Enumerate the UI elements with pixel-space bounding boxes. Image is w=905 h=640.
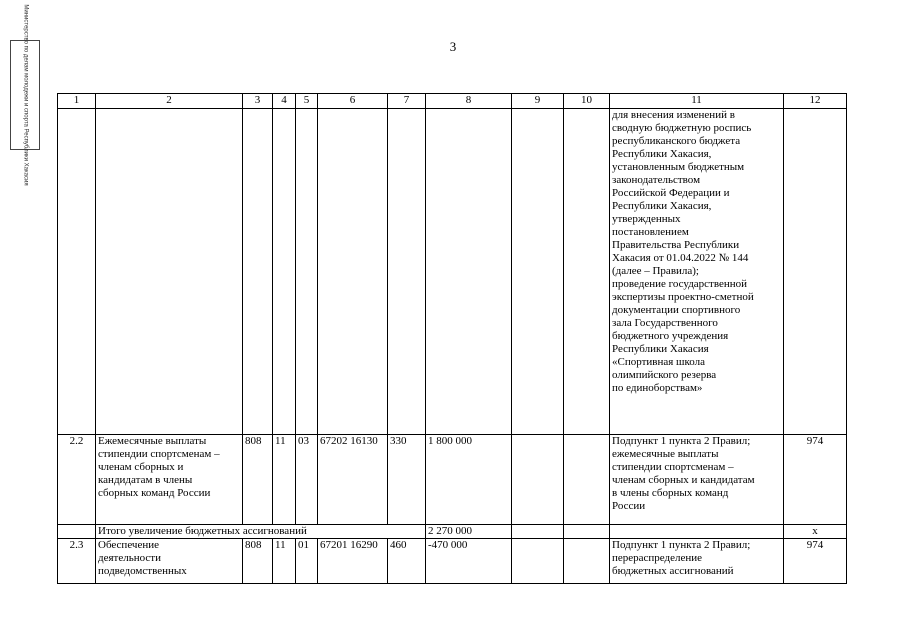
cell-line: Правительства Республики: [612, 239, 740, 251]
cell-line: Обеспечение: [98, 539, 159, 551]
cell-line: установленным бюджетным: [612, 161, 745, 173]
cell-line: деятельности: [98, 552, 161, 564]
justification-cell: [610, 109, 784, 435]
table-cell: [784, 109, 847, 435]
cell-line: для внесения изменений в: [612, 109, 735, 121]
header-cell: 11: [610, 94, 784, 109]
header-cell: 4: [273, 94, 296, 109]
cell-line: экспертизы проектно-сметной: [612, 291, 754, 303]
page-number: 3: [449, 39, 457, 54]
cell-line: (далее – Правила);: [612, 265, 699, 277]
expense-type-code: 460: [388, 539, 426, 584]
table-cell: [512, 435, 564, 525]
cell-line: «Спортивная школа: [612, 356, 706, 368]
table-cell: [58, 525, 96, 539]
header-cell: 3: [243, 94, 273, 109]
header-cell: 7: [388, 94, 426, 109]
table-cell: [58, 109, 96, 435]
total-code: x: [784, 525, 847, 539]
row-number: 2.2: [58, 435, 96, 525]
cell-line: Республики Хакасия,: [612, 148, 712, 160]
cell-line: Республики Хакасия: [612, 343, 709, 355]
subsection-code: 01: [296, 539, 318, 584]
cell-line: в члены сборных команд: [612, 487, 729, 499]
table-row-total: [58, 525, 847, 539]
cell-line: по единоборствам»: [612, 382, 703, 394]
total-label: Итого увеличение бюджетных ассигнований: [96, 525, 426, 539]
cell-line: подведомственных: [98, 565, 187, 577]
row-number: 2.3: [58, 539, 96, 584]
target-article-code: 67202 16130: [318, 435, 388, 525]
cell-line: олимпийского резерва: [612, 369, 717, 381]
subsection-code: 03: [296, 435, 318, 525]
table-cell: [273, 109, 296, 435]
cell-line: России: [612, 500, 646, 512]
cell-line: проведение государственной: [612, 278, 748, 290]
header-cell: 1: [58, 94, 96, 109]
header-cell: 6: [318, 94, 388, 109]
cell-line: законодательством: [612, 174, 701, 186]
cell-line: документации спортивного: [612, 304, 741, 316]
ministry-code: 808: [243, 435, 273, 525]
amount: 1 800 000: [426, 435, 512, 525]
section-code: 11: [273, 539, 296, 584]
table-cell: [512, 539, 564, 584]
table-row-2-2: [58, 435, 847, 525]
stamp-text: Министерство по делам молодежи и спорта Республики Хакасия: [22, 4, 29, 186]
cell-line: Ежемесячные выплаты: [98, 435, 207, 447]
cell-line: постановлением: [612, 226, 689, 238]
cell-line: стипендии спортсменам –: [612, 461, 734, 473]
amount: -470 000: [426, 539, 512, 584]
header-cell: 2: [96, 94, 243, 109]
header-cell: 12: [784, 94, 847, 109]
cell-line: Республики Хакасия,: [612, 200, 712, 212]
table-row-continuation: [58, 109, 847, 435]
justification-cell: [610, 435, 784, 525]
table-cell: [512, 109, 564, 435]
expense-name: [96, 539, 243, 584]
code-cell: 974: [784, 435, 847, 525]
table-cell: [296, 109, 318, 435]
budget-changes-table: [57, 93, 847, 584]
cell-line: Подпункт 1 пункта 2 Правил;: [612, 435, 751, 447]
table-row-2-3: [58, 539, 847, 584]
cell-line: Хакасия от 01.04.2022 № 144: [612, 252, 749, 264]
cell-line: утвержденных: [612, 213, 681, 225]
table-cell: [318, 109, 388, 435]
table-cell: [564, 525, 610, 539]
total-amount: 2 270 000: [426, 525, 512, 539]
cell-line: бюджетных ассигнований: [612, 565, 734, 577]
header-cell: 8: [426, 94, 512, 109]
ministry-code: 808: [243, 539, 273, 584]
cell-line: сводную бюджетную роспись: [612, 122, 752, 134]
code-cell: 974: [784, 539, 847, 584]
cell-line: республиканского бюджета: [612, 135, 741, 147]
registration-stamp: [10, 4, 40, 186]
table-cell: [564, 109, 610, 435]
table-cell: [96, 109, 243, 435]
table-cell: [512, 525, 564, 539]
cell-line: бюджетного учреждения: [612, 330, 729, 342]
section-code: 11: [273, 435, 296, 525]
expense-name: [96, 435, 243, 525]
cell-line: ежемесячные выплаты: [612, 448, 719, 460]
table-cell: [610, 525, 784, 539]
cell-line: перераспределение: [612, 552, 703, 564]
table-cell: [564, 435, 610, 525]
header-cell: 5: [296, 94, 318, 109]
cell-line: Российской Федерации и: [612, 187, 730, 199]
cell-line: зала Государственного: [612, 317, 718, 329]
target-article-code: 67201 16290: [318, 539, 388, 584]
table-cell: [388, 109, 426, 435]
cell-line: кандидатам в члены: [98, 474, 193, 486]
cell-line: Подпункт 1 пункта 2 Правил;: [612, 539, 751, 551]
header-cell: 9: [512, 94, 564, 109]
table-cell: [243, 109, 273, 435]
expense-type-code: 330: [388, 435, 426, 525]
justification-cell: [610, 539, 784, 584]
header-cell: 10: [564, 94, 610, 109]
cell-line: членам сборных и: [98, 461, 184, 473]
cell-line: сборных команд России: [98, 487, 211, 499]
cell-line: стипендии спортсменам –: [98, 448, 220, 460]
table-header-row: [58, 94, 847, 109]
cell-line: членам сборных и кандидатам: [612, 474, 755, 486]
table-cell: [426, 109, 512, 435]
table-cell: [564, 539, 610, 584]
